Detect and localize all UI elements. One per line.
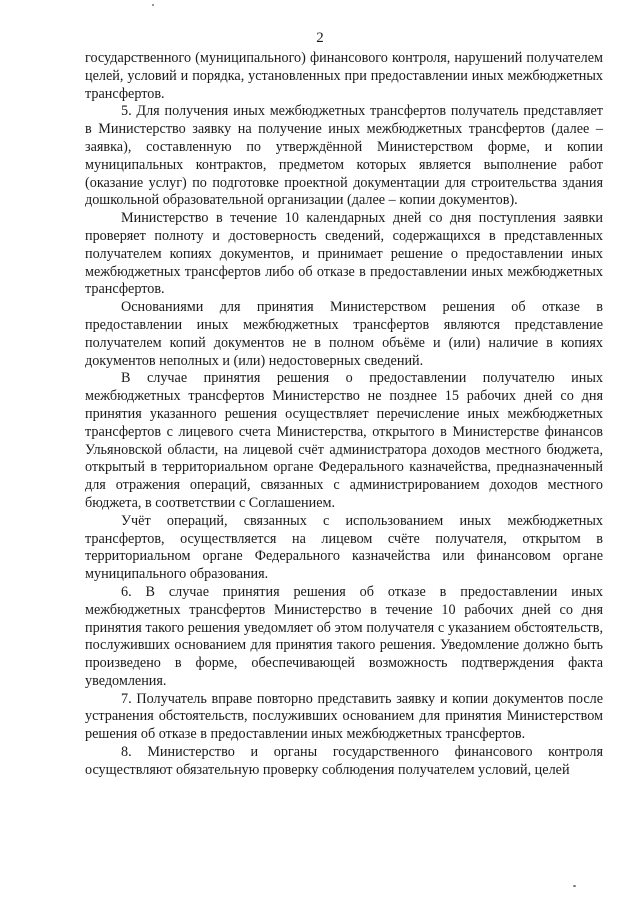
paragraph: 7. Получатель вправе повторно представить заявку и копии документов после устранения обстоятельств, послуживших основанием для принятия Министерством решения об отказе в предоставлении иных межбюджетных трансфертов. [85, 690, 603, 743]
page-number: 2 [316, 30, 324, 46]
paragraph: Министерство в течение 10 календарных дней со дня поступления заявки проверяет полноту и достоверность сведений, содержащихся в представленных получателем копиях документов, и принимает решение о предоставлении иных межбюджетных трансфертов либо об отказе в предоставлении иных межбюджетных трансфертов. [85, 210, 603, 298]
paragraph: 8. Министерство и органы государственного финансового контроля осуществляют обязательную проверку соблюдения получателем условий, целей [85, 744, 603, 778]
document-body [85, 50, 603, 780]
paragraph: Основаниями для принятия Министерством решения об отказе в предоставлении иных межбюджетных трансфертов являются представление получателем копий документов не в полном объёме и (или) наличие в копиях документов неполных и (или) недостоверных сведений. [85, 299, 603, 369]
paragraph: В случае принятия решения о предоставлении получателю иных межбюджетных трансфертов Министерство не позднее 15 рабочих дней со дня принятия указанного решения осуществляет перечисление иных межбюджетных трансфертов с лицевого счета Министерства, открытого в Министерстве финансов Ульяновской области, на лицевой счёт администратора доходов местного бюджета, открытый в территориальном органе Федерального казначейства, предназначенный для отражения операций, связанных с администрированием доходов местного бюджета, в соответствии с Соглашением. [85, 370, 603, 511]
scan-speck [573, 885, 576, 887]
paragraph: Учёт операций, связанных с использованием иных межбюджетных трансфертов, осуществляется на лицевом счёте получателя, открытом в территориальном органе Федерального казначейства или финансовом органе муниципального образования. [85, 512, 603, 583]
paragraph: 6. В случае принятия решения об отказе в предоставлении иных межбюджетных трансфертов Министерство в течение 10 рабочих дней со дня принятия такого решения уведомляет об этом получателя с указанием обстоятельств, послуживших основанием для принятия такого решения. Уведомление должно быть произведено в форме, обеспечивающей возможность подтверждения факта уведомления. [85, 583, 603, 689]
paragraph: 5. Для получения иных межбюджетных трансфертов получатель представляет в Министерство заявку на получение иных межбюджетных трансфертов (далее – заявка), составленную по утверждённой Министерством форме, и копии муниципальных контрактов, предметом которых является выполнение работ (оказание услуг) по подготовке проектной документации для строительства здания дошкольной образовательной организации (далее – копии документов). [85, 103, 603, 209]
paragraph: государственного (муниципального) финансового контроля, нарушений получателем целей, условий и порядка, установленных при предоставлении иных межбюджетных трансфертов. [85, 50, 603, 102]
scan-speck [152, 4, 154, 6]
